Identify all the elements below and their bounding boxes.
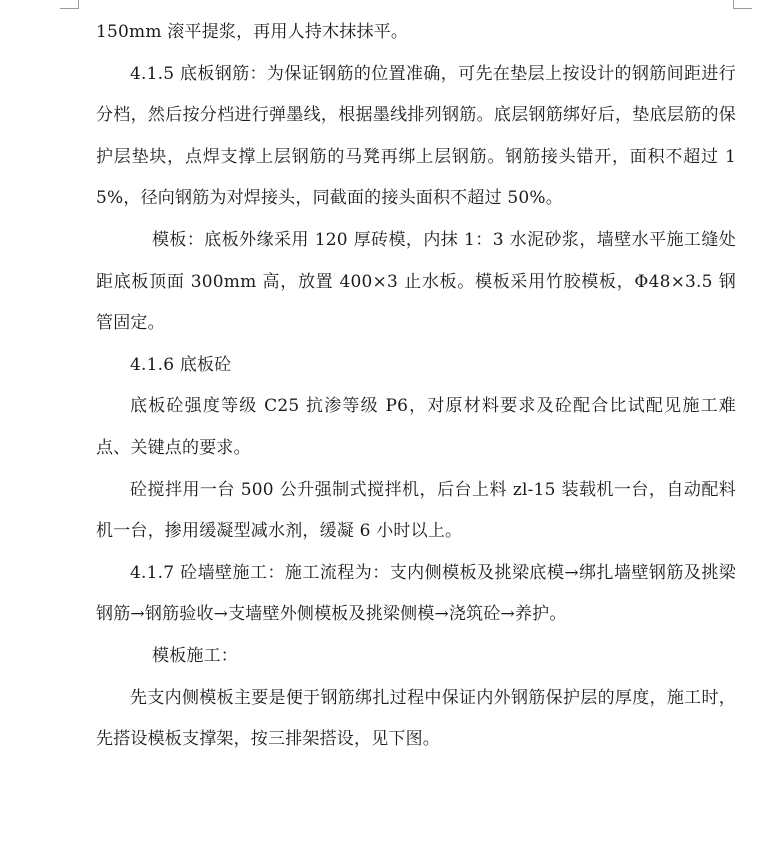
paragraph-concrete-grade: 底板砼强度等级 C25 抗渗等级 P6，对原材料要求及砼配合比试配见施工难点、关键点的要求。 <box>96 396 736 458</box>
heading-formwork-construction: 模板施工： <box>152 645 238 666</box>
heading-4-1-6-slab-concrete: 4.1.6 底板砼 <box>130 354 232 375</box>
paragraph-concrete-mixing: 砼搅拌用一台 500 公升强制式搅拌机，后台上料 zl-15 装载机一台，自动配料机一台，掺用缓凝型减水剂，缓凝 6 小时以上。 <box>96 479 736 542</box>
document-body <box>96 12 736 761</box>
paragraph-continuation: 150mm 滚平提浆，再用人持木抹抹平。 <box>96 22 409 42</box>
paragraph-4-1-5-slab-rebar: 4.1.5 底板钢筋：为保证钢筋的位置准确，可先在垫层上按设计的钢筋间距进行分档，然后按分档进行弹墨线，根据墨线排列钢筋。底层钢筋绑好后，垫底层筋的保护层垫块，点焊支撑上层钢筋的马凳再绑上层钢筋。钢筋接头错开，面积不超过 15%，径向钢筋为对焊接头，同截面的接头面积不超过 50%。 <box>96 63 736 209</box>
paragraph-formwork: 模板：底板外缘采用 120 厚砖模，内抹 1：3 水泥砂浆，墙壁水平施工缝处距底板顶面 300mm 高，放置 400×3 止水板。模板采用竹胶模板，Φ48×3.5 钢管固定。 <box>96 229 736 334</box>
paragraph-inner-formwork: 先支内侧模板主要是便于钢筋绑扎过程中保证内外钢筋保护层的厚度，施工时，先搭设模板支撑架，按三排架搭设，见下图。 <box>96 687 736 750</box>
page-corner-mark-right <box>733 0 752 9</box>
paragraph-4-1-7-wall-construction: 4.1.7 砼墙壁施工：施工流程为：支内侧模板及挑梁底模→绑扎墙壁钢筋及挑梁钢筋→钢筋验收→支墙壁外侧模板及挑梁侧模→浇筑砼→养护。 <box>96 562 736 625</box>
page-corner-mark-left <box>60 0 79 9</box>
